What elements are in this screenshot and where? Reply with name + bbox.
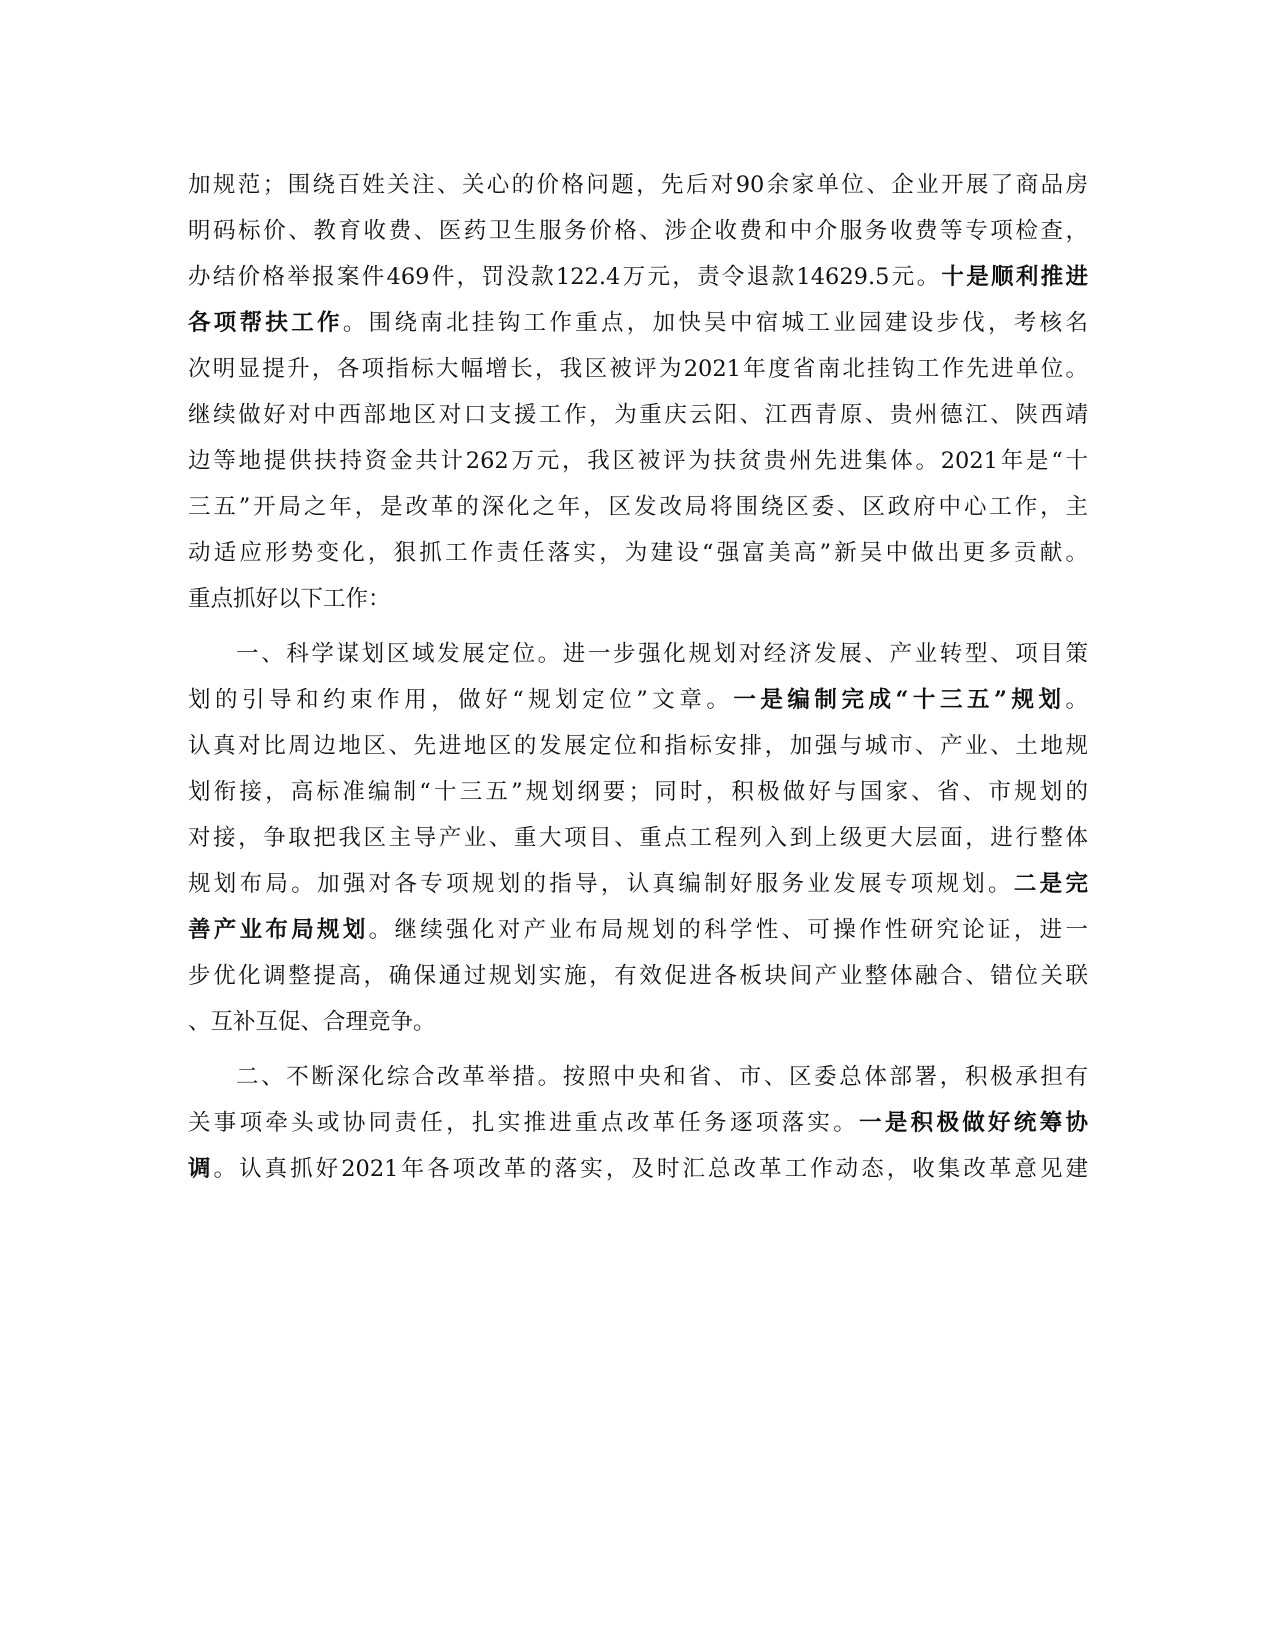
bold-heading-text: 一是编制完成“十三五”规划 <box>733 687 1066 713</box>
body-line: 明码标价、教育收费、医药卫生服务价格、涉企收费和中介服务收费等专项检查， <box>188 218 1088 244</box>
body-line: 边等地提供扶持资金共计262万元，我区被评为扶贫贵州先进集体。2021年是“十 <box>188 448 1088 474</box>
body-line: 规划布局。加强对各专项规划的指导，认真编制好服务业发展专项规划。二是完 <box>188 871 1088 897</box>
body-line: 各项帮扶工作。围绕南北挂钩工作重点，加快吴中宿城工业园建设步伐，考核名 <box>188 310 1088 336</box>
body-line: 次明显提升，各项指标大幅增长，我区被评为2021年度省南北挂钩工作先进单位。 <box>188 356 1088 382</box>
body-line: 对接，争取把我区主导产业、重大项目、重点工程列入到上级更大层面，进行整体 <box>188 825 1088 851</box>
body-line: 调。认真抓好2021年各项改革的落实，及时汇总改革工作动态，收集改革意见建 <box>188 1156 1088 1182</box>
body-line: 划衔接，高标准编制“十三五”规划纲要；同时，积极做好与国家、省、市规划的 <box>188 779 1088 805</box>
body-line: 、互补互促、合理竞争。 <box>188 1009 436 1035</box>
body-line: 善产业布局规划。继续强化对产业布局规划的科学性、可操作性研究论证，进一 <box>188 917 1088 943</box>
bold-heading-text: 调 <box>188 1156 214 1182</box>
body-line: 划的引导和约束作用，做好“规划定位”文章。一是编制完成“十三五”规划。 <box>188 687 1088 713</box>
section-heading-line: 一、科学谋划区域发展定位。进一步强化规划对经济发展、产业转型、项目策 <box>236 641 1088 667</box>
body-line: 步优化调整提高，确保通过规划实施，有效促进各板块间产业整体融合、错位关联 <box>188 963 1088 989</box>
bold-heading-text: 善产业布局规划 <box>188 917 369 943</box>
bold-heading-text: 二是完 <box>1013 871 1088 897</box>
section-heading-line: 二、不断深化综合改革举措。按照中央和省、市、区委总体部署，积极承担有 <box>236 1064 1088 1090</box>
body-line: 继续做好对中西部地区对口支援工作，为重庆云阳、江西青原、贵州德江、陕西靖 <box>188 402 1088 428</box>
bold-heading-text: 十是顺利推进 <box>941 264 1088 290</box>
body-line: 办结价格举报案件469件，罚没款122.4万元，责令退款14629.5元。十是顺利推进 <box>188 264 1088 290</box>
body-line: 认真对比周边地区、先进地区的发展定位和指标安排，加强与城市、产业、土地规 <box>188 733 1088 759</box>
bold-heading-text: 一是积极做好统筹协 <box>859 1110 1088 1136</box>
body-line: 加规范；围绕百姓关注、关心的价格问题，先后对90余家单位、企业开展了商品房 <box>188 172 1088 198</box>
bold-heading-text: 各项帮扶工作 <box>188 310 343 336</box>
body-line: 动适应形势变化，狠抓工作责任落实，为建设“强富美高”新吴中做出更多贡献。 <box>188 540 1088 566</box>
body-line: 关事项牵头或协同责任，扎实推进重点改革任务逐项落实。一是积极做好统筹协 <box>188 1110 1088 1136</box>
body-line: 重点抓好以下工作： <box>188 586 391 612</box>
body-line: 三五”开局之年，是改革的深化之年，区发改局将围绕区委、区政府中心工作，主 <box>188 494 1088 520</box>
